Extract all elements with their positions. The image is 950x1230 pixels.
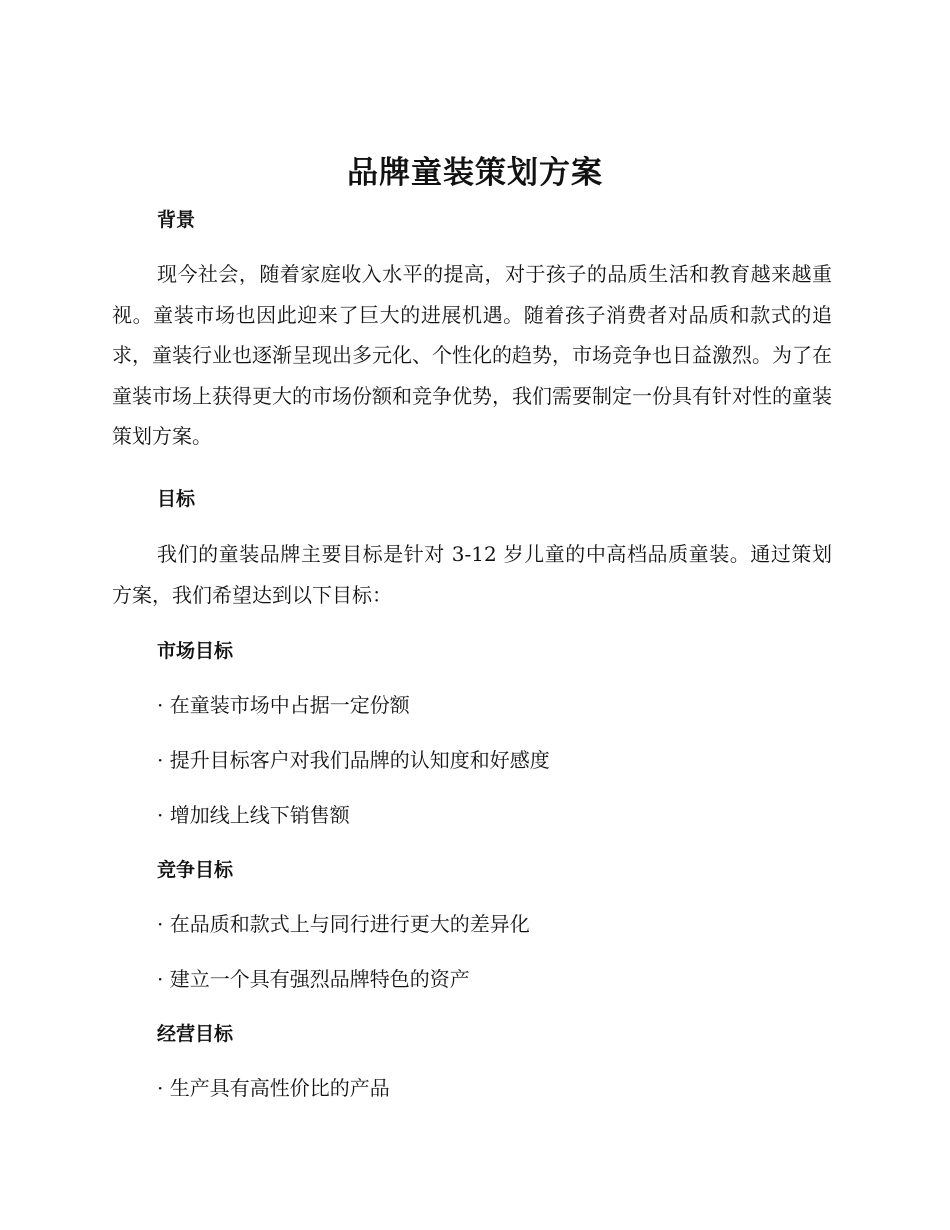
section-heading-goals: 目标 <box>157 488 196 510</box>
section-heading-background: 背景 <box>157 209 196 231</box>
list-item: · 增加线上线下销售额 <box>157 803 350 827</box>
background-paragraph: 现今社会，随着家庭收入水平的提高，对于孩子的品质生活和教育越来越重视。童装市场也因此迎来了巨大的进展机遇。随着孩子消费者对品质和款式的追求，童装行业也逐渐呈现出多元化、个性化的趋势，市场竞争也日益激烈。为了在童装市场上获得更大的市场份额和竞争优势，我们需要制定一份具有针对性的童装策划方案。 <box>112 262 832 448</box>
list-item: · 在童装市场中占据一定份额 <box>157 693 410 717</box>
section-heading-competition-goals: 竞争目标 <box>157 859 234 881</box>
section-heading-market-goals: 市场目标 <box>157 640 234 662</box>
list-item: · 在品质和款式上与同行进行更大的差异化 <box>157 912 530 936</box>
list-item: · 建立一个具有强烈品牌特色的资产 <box>157 967 470 991</box>
document-title: 品牌童装策划方案 <box>347 155 603 191</box>
goals-paragraph: 我们的童装品牌主要目标是针对 3-12 岁儿童的中高档品质童装。通过策划方案，我们希望达到以下目标： <box>112 542 832 607</box>
list-item: · 生产具有高性价比的产品 <box>157 1076 390 1100</box>
list-item: · 提升目标客户对我们品牌的认知度和好感度 <box>157 748 550 772</box>
section-heading-operation-goals: 经营目标 <box>157 1023 234 1045</box>
